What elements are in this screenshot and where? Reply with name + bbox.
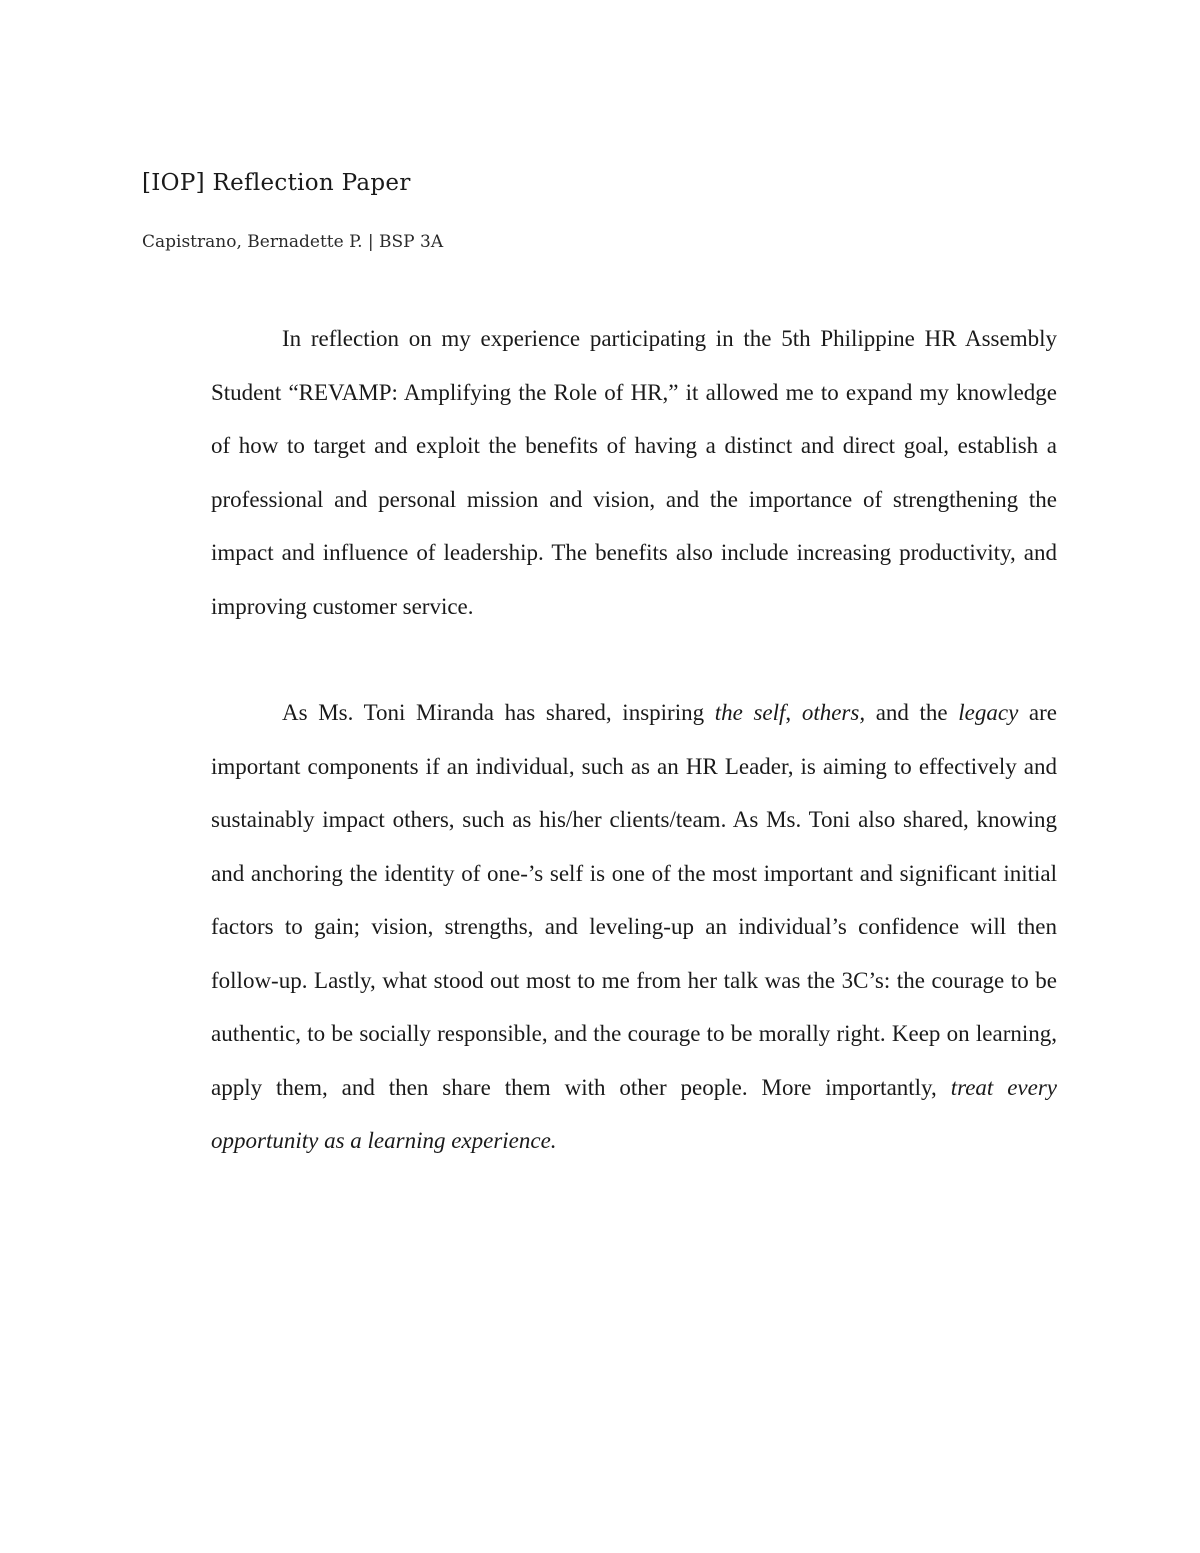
paragraph-2-text: , (785, 700, 802, 725)
emphasis-closing-statement: treat every opportunity as a learning experience. (211, 1074, 1057, 1153)
author-line: Capistrano, Bernadette P. | BSP 3A (142, 232, 444, 252)
paragraph-2-text: and the (865, 700, 959, 725)
paragraph-1: In reflection on my experience participating in the 5th Philippine HR Assembly Student “REVAMP: Amplifying the Role of HR,” it allowed me to expand my knowledge of how to target and exploit the benefits of having a distinct and direct goal, establish a professional and personal mission and vision, and the importance of strengthening the impact and influence of leadership. The benefits also include increasing productivity, and improving customer service. (211, 326, 1057, 619)
emphasis-the-self: the self (714, 700, 786, 725)
paragraph-2-text: are important components if an individual, such as an HR Leader, is aiming to effectively and sustainably impact others, such as his/her clients/team. As Ms. Toni also shared, knowing and anchoring the identity of one-’s self is one of the most important and significant initial factors to gain; vision, strengths, and leveling-up an individual’s confidence will then follow-up. Lastly, what stood out most to me from her talk was the 3C’s: the courage to be authentic, to be socially responsible, and the courage to be morally right. Keep on learning, apply them, and then share them with other people. More importantly, (211, 700, 1058, 1100)
document-title: [IOP] Reflection Paper (142, 170, 411, 196)
paragraph-2 (211, 686, 1057, 1168)
paragraph-2-text: As Ms. Toni Miranda has shared, inspiring (282, 700, 715, 725)
emphasis-others: others, (801, 700, 866, 725)
emphasis-legacy: legacy (958, 700, 1019, 725)
